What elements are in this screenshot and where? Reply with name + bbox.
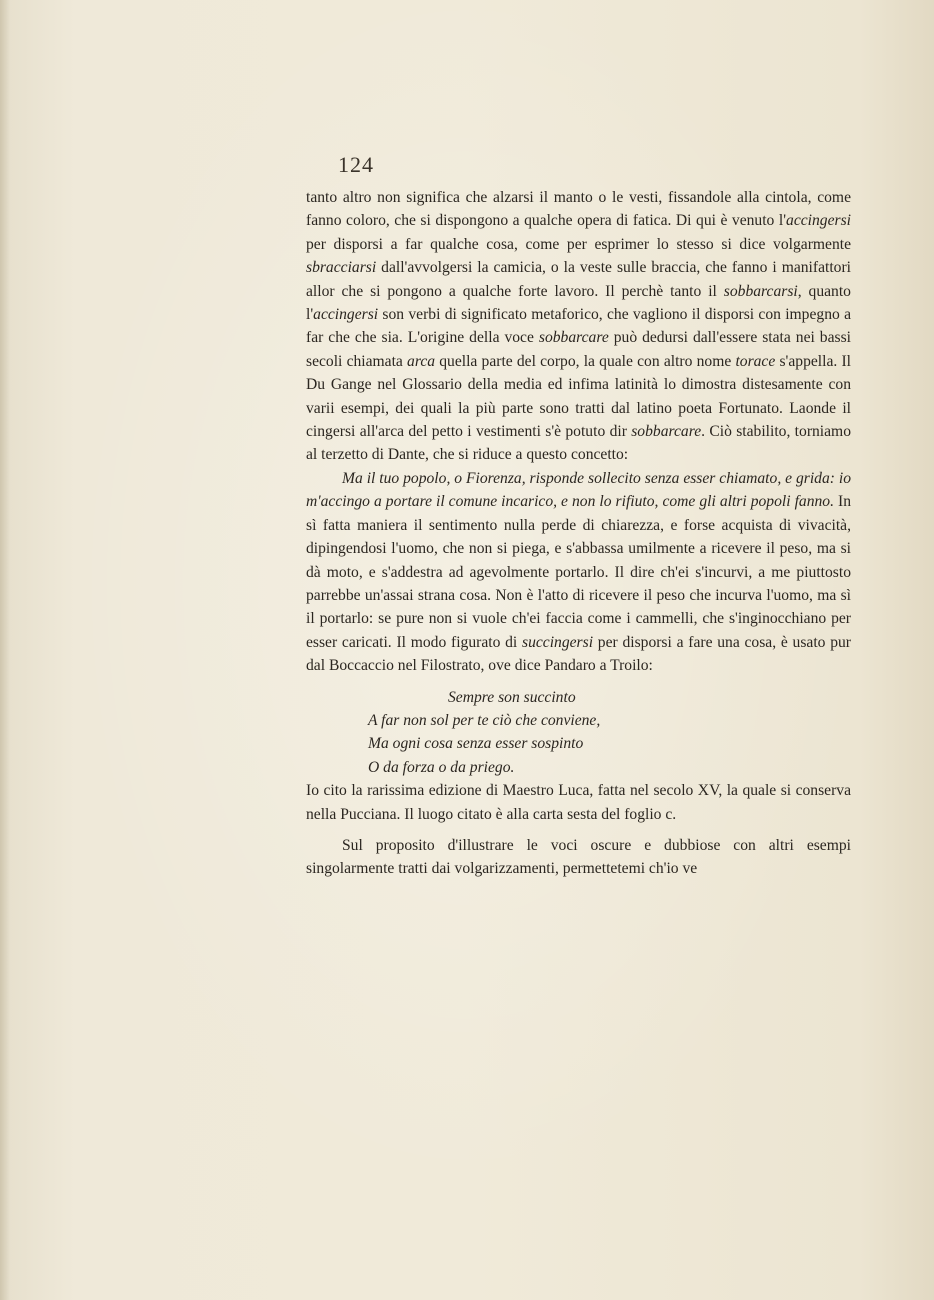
paragraph1-run-16: . Ciò stabilito, torniamo al terzetto di Dante, che si riduce a questo concetto: — [306, 423, 851, 464]
paragraph-2 — [306, 467, 851, 678]
paragraph-3: Io cito la rarissima edizione di Maestro Luca, fatta nel secolo XV, la quale si conserva nella Pucciana. Il luogo citato è alla carta sesta del foglio c. — [306, 782, 851, 823]
paragraph1-run-12: quella parte del corpo, la quale con altro nome — [435, 352, 736, 370]
paragraph1-run-3: sbracciarsi — [306, 259, 377, 277]
paragraph1-run-2: per disporsi a far qualche cosa, come per esprimer lo stesso si dice volgarmente — [306, 235, 851, 253]
verse-line-1: Sempre son succinto — [448, 688, 576, 706]
paragraph2-run-1: In sì fatta maniera il sentimento nulla perde di chiarezza, e forse acquista di vivacità, dipingendosi l'uomo, che non si piega, e s'abbassa umilmente a ricevere il peso, ma si dà moto, e s'addestra ad agevolmente portarlo. Il dire ch'ei s'incurvi, a me piuttosto parrebbe un'assai strana cosa. Non è l'atto di ricevere il peso che incurva l'uomo, ma sì il portarlo: se pure non si vuole ch'ei faccia come i cammelli, che s'inginocchiano per esser caricati. Il modo figurato di — [306, 493, 852, 651]
paragraph1-run-15: sobbarcare — [631, 423, 702, 441]
paragraph1-run-1: accingersi — [786, 212, 851, 230]
verse-line-4: O da forza o da priego. — [368, 758, 515, 776]
verse-quotation — [306, 686, 851, 780]
page-number: 124 — [338, 152, 374, 177]
paragraph1-run-9: sobbarcare — [538, 329, 609, 347]
verse-line-2: A far non sol per te ciò che conviene, — [368, 711, 601, 729]
paragraph2-run-0: Ma il tuo popolo, o Fiorenza, risponde sollecito senza esser chiamato, e grida: io m'accingo a portare il comune incarico, e non lo rifiuto, come gli altri popoli fanno. — [306, 469, 851, 511]
spacer — [306, 826, 851, 834]
paragraph1-run-0: tanto altro non significa che alzarsi il manto o le vesti, fissandole alla cintola, come fanno coloro, che si dispongono a qualche opera di fatica. Di qui è venuto l' — [306, 189, 851, 230]
paragraph-1 — [306, 186, 851, 467]
paragraph1-run-7: accingersi — [313, 306, 379, 324]
spacer — [306, 678, 851, 686]
paragraph1-run-11: arca — [407, 352, 436, 370]
paragraph2-run-3: per disporsi a fare una cosa, è usato pur dal Boccaccio nel Filostrato, ove dice Pandaro a Troilo: — [306, 633, 851, 675]
paragraph-4: Sul proposito d'illustrare le voci oscure e dubbiose con altri esempi singolarmente tratti dai volgarizzamenti, permettetemi ch'io ve — [306, 836, 851, 878]
page-fold-shadow — [0, 0, 10, 1300]
paragraph1-run-14: s'appella. Il Du Gange nel Glossario della media ed infima latinità lo dimostra distesamente con varii esempi, dei quali la più parte sono tratti dal latino poeta Fortunato. Laonde il cingersi all'arca del petto i vestimenti s'è potuto dir — [306, 352, 851, 441]
body-text — [306, 186, 851, 881]
verse-line-3: Ma ogni cosa senza esser sospinto — [368, 735, 584, 753]
paragraph1-run-8: son verbi di significato metaforico, che vagliono il disporsi con impegno a far che che sia. L'origine della voce — [306, 306, 851, 347]
paragraph1-run-13: torace — [735, 352, 776, 370]
paragraph1-run-4: dall'avvolgersi la camicia, o la veste sulle braccia, che fanno i manifattori allor che si pongono a qualche forte lavoro. Il perchè tanto il — [306, 259, 851, 300]
paragraph1-run-6: , quanto l' — [306, 282, 851, 324]
paragraph2-run-2: succingersi — [522, 633, 594, 651]
paragraph1-run-10: può dedursi dall'essere stata nei bassi secoli chiamata — [306, 329, 851, 370]
paragraph1-run-5: sobbarcarsi — [723, 282, 798, 300]
